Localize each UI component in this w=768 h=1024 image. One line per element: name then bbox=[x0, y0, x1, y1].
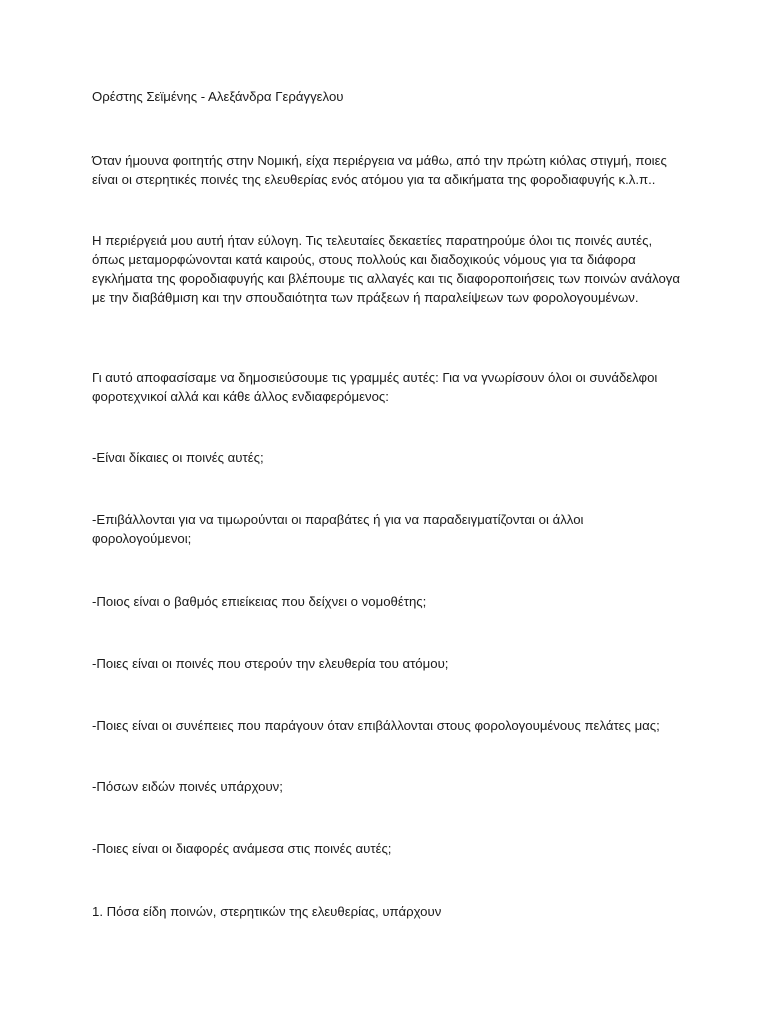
author-line: Ορέστης Σεϊμένης - Αλεξάνδρα Γεράγγελου bbox=[92, 89, 344, 104]
question-item: -Ποιες είναι οι ποινές που στερούν την ελευθερία του ατόμου; bbox=[92, 656, 449, 671]
question-item: -Ποιες είναι οι διαφορές ανάμεσα στις ποινές αυτές; bbox=[92, 841, 392, 856]
section-heading: 1. Πόσα είδη ποινών, στερητικών της ελευθερίας, υπάρχουν bbox=[92, 904, 442, 919]
question-item: -Πόσων ειδών ποινές υπάρχουν; bbox=[92, 779, 283, 794]
question-item: -Επιβάλλονται για να τιμωρούνται οι παραβάτες ή για να παραδειγματίζονται οι άλλοι φορολογούμενοι; bbox=[92, 512, 584, 546]
question-item: -Ποιες είναι οι συνέπειες που παράγουν όταν επιβάλλονται στους φορολογουμένους πελάτες μας; bbox=[92, 718, 660, 733]
paragraph-intro: Όταν ήμουνα φοιτητής στην Νομική, είχα περιέργεια να μάθω, από την πρώτη κιόλας στιγμή, ποιες είναι οι στερητικές ποινές της ελευθερίας ενός ατόμου για τα αδικήματα της φοροδιαφυγής κ.λ.π.. bbox=[92, 153, 667, 187]
paragraph-purpose: Γι αυτό αποφασίσαμε να δημοσιεύσουμε τις γραμμές αυτές: Για να γνωρίσουν όλοι οι συνάδελφοι φοροτεχνικοί αλλά και κάθε άλλος ενδιαφερόμενος: bbox=[92, 370, 658, 404]
question-item: -Είναι δίκαιες οι ποινές αυτές; bbox=[92, 450, 264, 465]
paragraph-curiosity: Η περιέργειά μου αυτή ήταν εύλογη. Τις τελευταίες δεκαετίες παρατηρούμε όλοι τις ποινές αυτές, όπως μεταμορφώνονται κατά καιρούς, στους πολλούς και διαδοχικούς νόμους για τα διάφορα εγκλήματα της φοροδιαφυγής και βλέπουμε τις αλλαγές και τις διαφοροποιήσεις των ποινών ανάλογα με την διαβάθμιση και την σπουδαιότητα των πράξεων ή παραλείψεων των φορολογουμένων. bbox=[92, 233, 681, 305]
question-item: -Ποιος είναι ο βαθμός επιείκειας που δείχνει ο νομοθέτης; bbox=[92, 594, 427, 609]
